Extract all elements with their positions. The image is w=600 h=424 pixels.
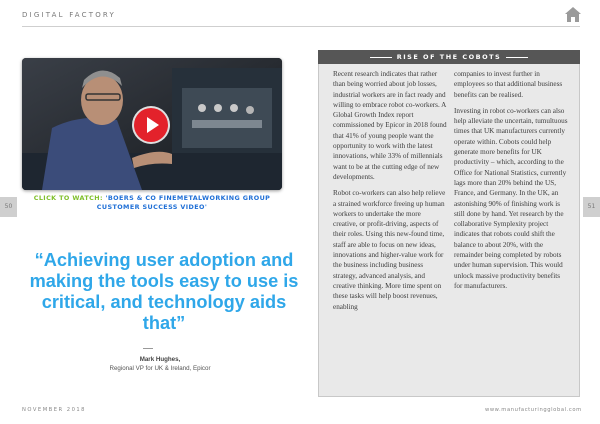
video-thumbnail[interactable] [22,58,282,190]
page-number-right: 51 [583,197,600,217]
paragraph: companies to invest further in employees so that additional business benefits can be realised. [454,70,563,99]
header-divider [22,26,580,27]
video-caption[interactable] [22,194,282,212]
quote-attribution [40,355,280,373]
sidebar-title-text: RISE OF THE COBOTS [396,53,502,61]
paragraph: Robot co-workers can also help relieve a strained workforce freeing up human workers to undertake the more creative, or profit-driving, aspects of their roles. Using this new-found time, staff are able to focus on new ideas, innovations and higher-value work for the business including business strategy, advanced analysis, and creative thinking. More time spent on these tasks will help boost revenues, enabling [333,189,446,311]
sidebar-column-2 [454,69,568,297]
page-number-left: 50 [0,197,17,217]
caption-text[interactable]: 'BOERS & CO FINEMETALWORKING GROUP CUSTOMER SUCCESS VIDEO' [96,194,271,211]
paragraph: Investing in robot co-workers can also help alleviate the uncertain, tumultuous times that UK manufacturers currently operate within. Cobots could help generate more benefits for UK productivity – which, according to the Office for National Statistics, currently lags more than 20% behind the US, France, and Germany. In the UK, an astonishing 90% of finishing work is still done by hand. Yet research by the collaborative Symplexity project indicates that robots could shift the balance to about 20%, with the remainder being completed by robots under human supervision. This would unlock massive productivity benefits for manufacturers. [454,106,568,290]
quote-role: Regional VP for UK & Ireland, Epicor [109,365,211,372]
quote-author: Mark Hughes, [139,356,181,363]
footer-date: NOVEMBER 2018 [22,407,86,413]
paragraph: Recent research indicates that rather than being worried about job losses, industrial workers are in fact ready and willing to embrace robot co-workers. A Global Growth Index report commissioned by Epicor in 2018 found that 41% of young people want the opportunity to work with the latest innovations, while 33% of millennials want to be at the cutting edge of new developments. [333,70,447,181]
sidebar-title [318,50,580,64]
play-icon[interactable] [134,108,168,142]
footer-url[interactable]: www.manufacturingglobal.com [485,407,582,413]
section-title: DIGITAL FACTORY [22,11,117,19]
caption-lead[interactable]: CLICK TO WATCH: [33,194,103,202]
sidebar-column-1 [333,69,447,318]
pull-quote: “Achieving user adoption and making the tools easy to use is critical, and technology aids that” [29,250,299,333]
quote-divider [143,348,153,349]
home-icon[interactable] [564,6,582,23]
